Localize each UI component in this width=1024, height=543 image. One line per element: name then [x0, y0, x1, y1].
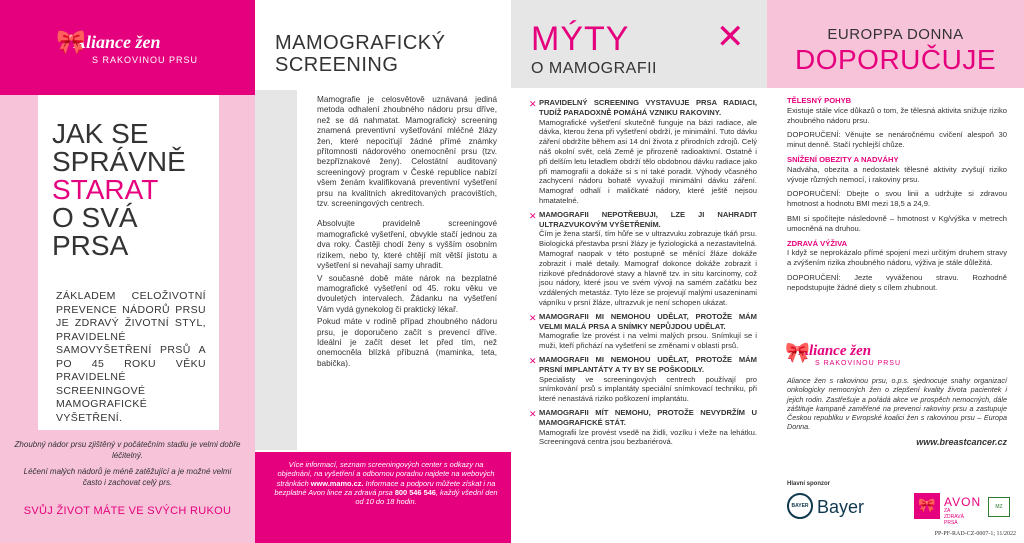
section-title-nutrition: ZDRAVÁ VÝŽIVA: [787, 238, 848, 248]
cross-icon: ✕: [716, 17, 745, 57]
about-text: Aliance žen s rakovinou prsu, o.p.s. sjednocuje snahy organizací onkologicky nemocných žen o zlepšení kvality života pacientek i jejich rodin. Zastřešuje a pořádá akce ve prospěch nemocných, dále záštituje kampaně zaměřené na prevenci rakoviny prsu a zastupuje Českou republiku v Evropské koalici žen s rakovinou prsu – Europa Donna.: [787, 376, 1007, 432]
myth-title: MAMOGRAFII MI NEMOHOU UDĚLAT, PROTOŽE MÁM VELMI MALÁ PRSA A SNÍMKY NEPŮJDOU UDĚLAT.: [539, 311, 757, 331]
myth-item: [529, 354, 757, 404]
document-code: PP-PF-RAD-CZ-0007-1; 11/2022: [934, 531, 1016, 537]
cross-bullet-icon: ✕: [529, 313, 537, 324]
lead-text: ZÁKLADEM CELOŽIVOTNÍ PREVENCE NÁDORŮ PRSU JE ZDRAVÝ ŽIVOTNÍ STYL, PRAVIDELNÉ SAMOVYŠETŘENÍ PRSŮ A PO 45 ROKU VĚKU PRAVIDELNÉ SCREENINGOVÉ MAMOGRAFICKÉ VYŠETŘENÍ.: [56, 290, 206, 424]
bayer-word: Bayer: [817, 497, 865, 517]
obesity-text: Nadváha, obezita a nedostatek tělesné aktivity zvyšují riziko vývoje různých nemocí, i rakoviny prsu.: [787, 164, 1007, 184]
sponsor-label: Hlavní sponzor: [787, 481, 831, 487]
panel-care: [0, 0, 255, 543]
info-text-a: Více informací, seznam screeningových center s odkazy na objednání, na vyšetření a odbornou poradnu najdete na webových stránkách: [276, 460, 495, 488]
section-title-obesity: SNÍŽENÍ OBEZITY A NADVÁHY: [787, 154, 899, 164]
obesity-recommendation: DOPORUČENÍ: Dbejte o svou linii a udržujte si zdravou hmotnost a hodnotu BMI mezi 18,5 a 24,9.: [787, 189, 1007, 209]
screening-para-2: Absolvujte pravidelně screeningové mamografické vyšetření, obvykle stačí jednou za dva roky. Častěji chodí ženy s vyšším osobním rizikem, nebo ty, které chtějí mít větší jistotu a vyšetření si nevahají samy uhradit.: [317, 219, 497, 271]
nutrition-recommendation: DOPORUČENÍ: Jezte vyváženou stravu. Rozhodně nepodstupujte žádné diety s cílem zhubnout.: [787, 272, 1007, 292]
logo-name: Aliance žen: [799, 343, 872, 359]
logo-subtitle: S RAKOVINOU PRSU: [92, 55, 199, 65]
myth-answer: Mamografii lze provést vsedě na židli, vozíku i vleže na lehátku. Screeningová centra jsou bezbariérová.: [539, 427, 757, 447]
aliance-logo: [56, 28, 199, 65]
recommend-body: [787, 94, 1007, 298]
section-title-exercise: TĚLESNÝ POHYB: [787, 96, 852, 105]
info-footer-text: [273, 460, 499, 506]
screening-heading-line-2: SCREENING: [275, 54, 399, 76]
bayer-cross-icon: BAYER: [787, 493, 813, 519]
panel-myths: [511, 0, 767, 543]
mamo-link[interactable]: www.mamo.cz.: [310, 478, 364, 488]
note: [14, 440, 241, 494]
info-text-c: , každý všední den od 10 do 18 hodin.: [355, 487, 498, 507]
myths-heading: MÝTY: [531, 20, 630, 58]
exercise-text: Existuje stále více důkazů o tom, že tělesná aktivita snižuje riziko zhoubného nádoru prsu.: [787, 105, 1007, 125]
myths-header: [511, 0, 767, 88]
screening-header: [255, 0, 511, 90]
myths-subheading: O MAMOGRAFII: [531, 60, 657, 77]
info-footer: [255, 452, 511, 543]
note-2: Léčení malých nádorů je méně zatěžující a je možné velmi často i zachovat celý prs.: [23, 467, 232, 487]
bmi-text: BMI si spočítejte následovně – hmotnost v Kg/výška v metrech umocněná na druhou.: [787, 213, 1007, 233]
screening-para-1: Mamografie je celosvětově uznávaná jediná metoda odhalení zhoubného nádoru prsu dříve, než se dá nahmatat. Mamografický screening znamená preventivní vyšetřování mléčné žlázy žen, které nepociťují žádné přímé známky přítomnosti nádorového onemocnění prsu (tzv. bezpříznakové ženy). Celostátní auditovaný screeningový program v České republice nabízí všem ženám kvalifikovaná preventivní vyšetření prsu na kvalitních akreditovaných pracovištích, tzv. screeningových centrech.: [317, 95, 497, 209]
avon-word: AVON: [944, 495, 982, 509]
avon-sub: ZA ZDRAVÁ PRSA: [944, 508, 964, 526]
cross-bullet-icon: ✕: [529, 100, 537, 110]
website-link[interactable]: www.breastcancer.cz: [916, 437, 1007, 447]
cross-bullet-icon: ✕: [529, 409, 537, 420]
ribbon-icon: 🎀: [785, 340, 810, 364]
screening-para-3: V současné době máte nárok na bezplatné mamografické vyšetření od 45. roku věku ve dvouletých intervalech. Žádanku na vyšetření Vám vydá gynekolog či praktický lékař.: [317, 273, 497, 314]
title-line-3: STARAT: [52, 174, 159, 205]
grey-stripe: [255, 90, 297, 450]
myth-item: [529, 98, 757, 206]
screening-para-4: Pokud máte v rodině případ zhoubného nádoru prsu, je doporučeno začít s prevencí dříve. Ideální je začít deset let před tím, než onemocněla blízká příbuzná (maminka, teta, babička).: [317, 317, 497, 368]
panel-recommendations: [767, 0, 1024, 543]
myth-title: MAMOGRAFII MÍT NEMOHU, PROTOŽE NEVYDRŽÍM U MAMOGRAFICKÉ STÁT.: [539, 407, 757, 427]
aliance-logo-small: [785, 340, 902, 367]
main-title: [52, 120, 217, 260]
recommend-heading: DOPORUČUJE: [794, 44, 996, 75]
cross-bullet-icon: ✕: [529, 356, 537, 367]
myths-list: [529, 94, 757, 449]
note-1: Zhoubný nádor prsu zjištěný v počátečním stadiu je velmi dobře léčitelný.: [14, 440, 241, 460]
myth-answer: Mamografie lze provést i na velmi malých prsou. Snímkují se i muži, kteří přichází na vyšetření se změnami v oblasti prsů.: [539, 331, 757, 351]
myth-item: [529, 407, 757, 447]
myth-answer: Čím je žena starší, tím hůře se v ultrazvuku zobrazuje tkáň prsu. Biologická přestavba prsní žlázy je fyziologická a nezastavitelná. Mamograf naopak v této postupně se měnící žláze dokáže zobrazit i malé detaily. Mamograf dokonce dokáže zobrazit i rizikové přednádorové stavy a hlavně tzv. in situ karcinomy, což jsou nádory, které jsou ve svém vývoji na samém začátku bez vzdálených metastáz. Tyto léze se projevují malými usazeninami vápníku v prsní žláze, ultrazvuk je není schopen ukázat.: [539, 229, 757, 307]
avon-phone: 800 546 546: [394, 487, 436, 497]
myth-title: MAMOGRAFII MI NEMOHOU UDĚLAT, PROTOŽE MÁM PRSNÍ IMPLANTÁTY A TY BY SE POŠKODILY.: [539, 354, 757, 374]
title-line-2: SPRÁVNĚ: [52, 146, 186, 177]
screening-heading-line-1: MAMOGRAFICKÝ: [275, 32, 446, 54]
myth-answer: Mamografické vyšetření skutečně funguje na bázi radiace, ale dávka, kterou žena při vyšetření obdrží, je minimální. Tuto dávku záření obdržíte během asi 14 dní života z přirodních zdrojů. Celý náš okolní svět, celá Země je přirozeně radioaktivní. Ostatně i při delším letu letadlem obdrží tělo obdobnou dávku radiace jako při mamografii a dokáže si s ní také poradit. Výhody včasného zachycení nádoru bohatě vyvažují minimální dávku záření. Mamograf odhalí i maličkaté nádory, které ještě nejsou hmatatelné.: [539, 117, 757, 205]
panel-screening: [255, 0, 511, 543]
europa-donna: EUROPPA DONNA: [827, 26, 964, 43]
screening-heading: [275, 32, 445, 76]
info-text-b: Informace a podporu můžete získat i na bezplatné Avon lince za zdravá prsa: [274, 478, 496, 497]
myth-title: MAMOGRAFII NEPOTŘEBUJI, LZE JI NAHRADIT ULTRAZVUKOVÝM VYŠETŘENÍM.: [539, 209, 757, 229]
logo-subtitle: S RAKOVINOU PRSU: [815, 360, 902, 367]
myth-item: [529, 311, 757, 351]
title-line-4: O SVÁ PRSA: [52, 202, 138, 261]
logo-name: Aliance žen: [74, 32, 161, 52]
nutrition-text: I když se neprokázalo přímé spojení mezi určitým druhem stravy a zvýšením rizika zhoubného nádoru, výživa je stále důležitá.: [787, 248, 1007, 268]
myth-item: [529, 209, 757, 308]
myth-title: PRAVIDELNÝ SCREENING VYSTAVUJE PRSA RADIACI, TUDÍŽ PARADOXNĚ POMÁHÁ VZNIKU RAKOVINY.: [539, 98, 757, 117]
avon-ribbon-icon: 🎀: [914, 493, 940, 519]
ribbon-icon: 🎀: [56, 28, 86, 56]
ministry-logo: MZ: [988, 497, 1010, 517]
title-line-1: JAK SE: [52, 118, 149, 149]
slogan: SVŮJ ŽIVOT MÁTE VE SVÝCH RUKOU: [23, 505, 232, 517]
exercise-recommendation: DOPORUČENÍ: Věnujte se nenáročnému cvičení alespoň 30 minut denně. Stačí rychlejší chůze.: [787, 130, 1007, 150]
recommend-header: [767, 0, 1024, 88]
screening-body: [317, 95, 497, 379]
cross-bullet-icon: ✕: [529, 211, 537, 222]
myth-answer: Specialisty ve screeningových centrech používají pro snímkování prsů s implantáty speciální snímkovací techniku, při které nenastává riziko poškození implantátu.: [539, 374, 757, 404]
